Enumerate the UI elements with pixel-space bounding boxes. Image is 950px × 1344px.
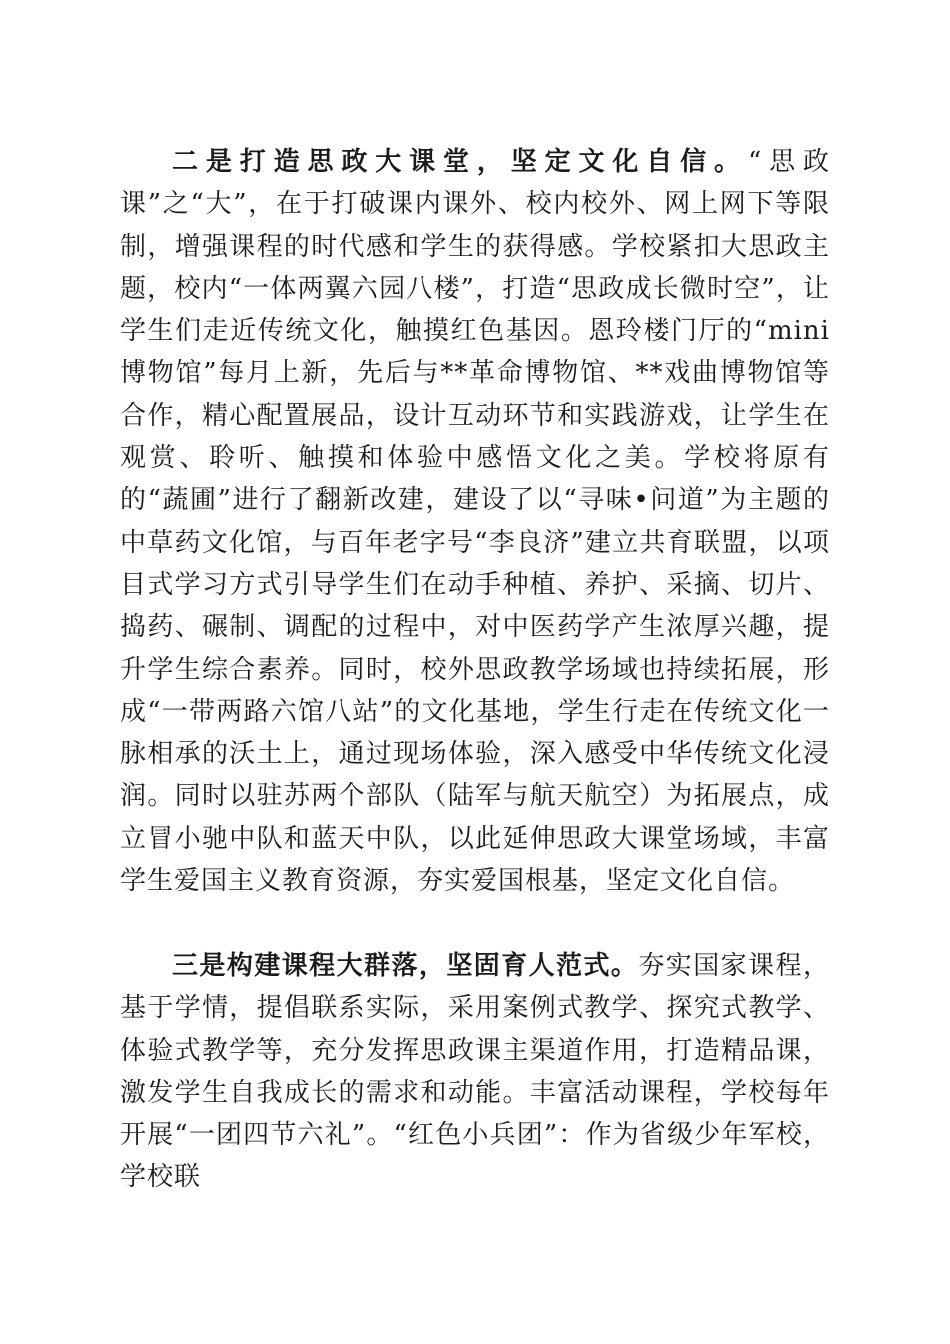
paragraph-body-text: 夯实国家课程，基于学情，提倡联系实际，采用案例式教学、探究式教学、体验式教学等，充分发挥思政课主渠道作用，打造精品课，激发学生自我成长的需求和动能。丰富活动课程，学校每年开展“一团四节六礼”。“红色小兵团”：作为省级少年军校，学校联 xyxy=(120,951,830,1193)
paragraph-curriculum-cluster xyxy=(120,945,830,1199)
paragraph-ideology-classroom xyxy=(120,141,830,902)
paragraph-lead-heading: 二是打造思政大课堂，坚定文化自信。 xyxy=(172,147,748,177)
paragraph-lead-heading: 三是构建课程大群落，坚固育人范式。 xyxy=(172,951,639,981)
paragraph-body-text: “思政课”之“大”，在于打破课内课外、校内校外、网上网下等限制，增强课程的时代感和学生的获得感。学校紧扣大思政主题，校内“一体两翼六园八楼”，打造“思政成长微时空”，让学生们走近传统文化，触摸红色基因。恩玲楼门厅的“mini博物馆”每月上新，先后与**革命博物馆、**戏曲博物馆等合作，精心配置展品，设计互动环节和实践游戏，让学生在观赏、聆听、触摸和体验中感悟文化之美。学校将原有的“蔬圃”进行了翻新改建，建设了以“寻味•问道”为主题的中草药文化馆，与百年老字号“李良济”建立共育联盟，以项目式学习方式引导学生们在动手种植、养护、采摘、切片、捣药、碾制、调配的过程中，对中医药学产生浓厚兴趣，提升学生综合素养。同时，校外思政教学场域也持续拓展，形成“一带两路六馆八站”的文化基地，学生行走在传统文化一脉相承的沃土上，通过现场体验，深入感受中华传统文化浸润。同时以驻苏两个部队（陆军与航天航空）为拓展点，成立冒小驰中队和蓝天中队，以此延伸思政大课堂场域，丰富学生爱国主义教育资源，夯实爱国根基，坚定文化自信。 xyxy=(120,147,830,897)
